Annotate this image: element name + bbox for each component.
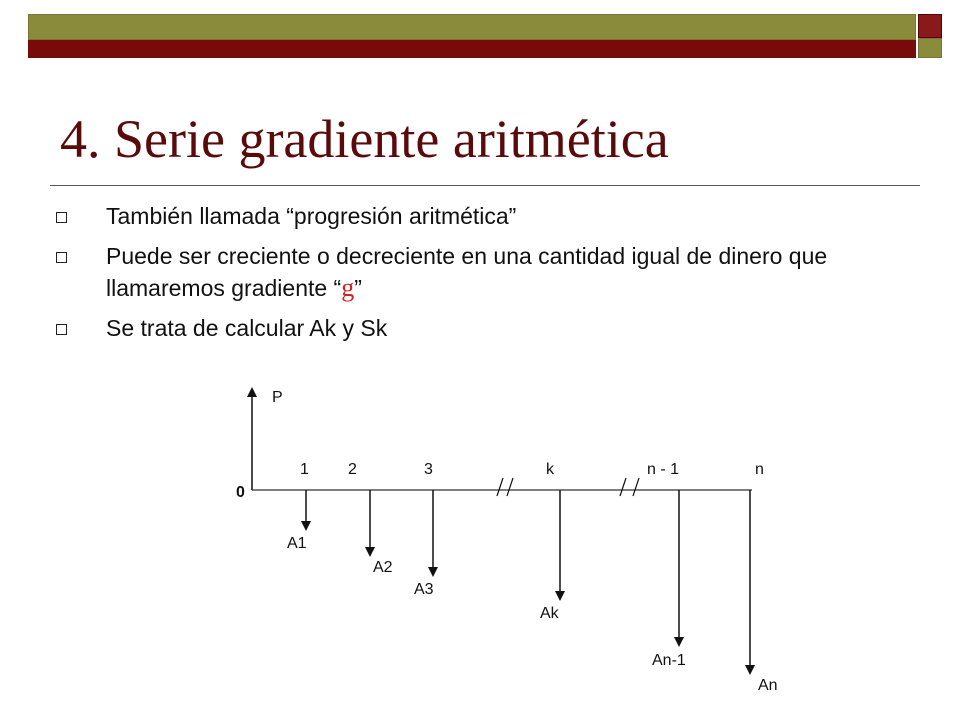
period-label-n-minus-1: n - 1 (647, 461, 680, 478)
period-label-k: k (546, 461, 554, 478)
bullet-text-2-close: ” (354, 275, 362, 301)
p-axis-label: P (272, 389, 283, 406)
period-label-n: n (755, 461, 764, 478)
break-mark (497, 478, 503, 496)
gradient-g-symbol: g (341, 273, 355, 302)
bullet-text-1: También llamada “progresión aritmética” (106, 203, 517, 229)
period-label-3: 3 (424, 461, 433, 478)
break-mark (620, 478, 626, 496)
break-mark (507, 478, 513, 496)
bullet-text-3: Se trata de calcular Ak y Sk (106, 315, 388, 341)
period-label-2: 2 (348, 461, 357, 478)
bullet-text-2: Puede ser creciente o decreciente en una cantidad igual de dinero que llamaremos gradiente “ (106, 243, 828, 301)
payment-label-a1: A1 (287, 535, 307, 552)
break-mark (633, 478, 639, 496)
payment-label-an-1: An-1 (652, 652, 686, 669)
payment-label-a2: A2 (373, 559, 393, 576)
payment-label-ak: Ak (540, 605, 559, 622)
slide-title: 4. Serie gradiente aritmética (60, 109, 669, 169)
payment-label-a3: A3 (414, 581, 434, 598)
period-label-1: 1 (300, 461, 309, 478)
payment-label-an: An (758, 677, 778, 694)
origin-label: 0 (236, 484, 245, 501)
